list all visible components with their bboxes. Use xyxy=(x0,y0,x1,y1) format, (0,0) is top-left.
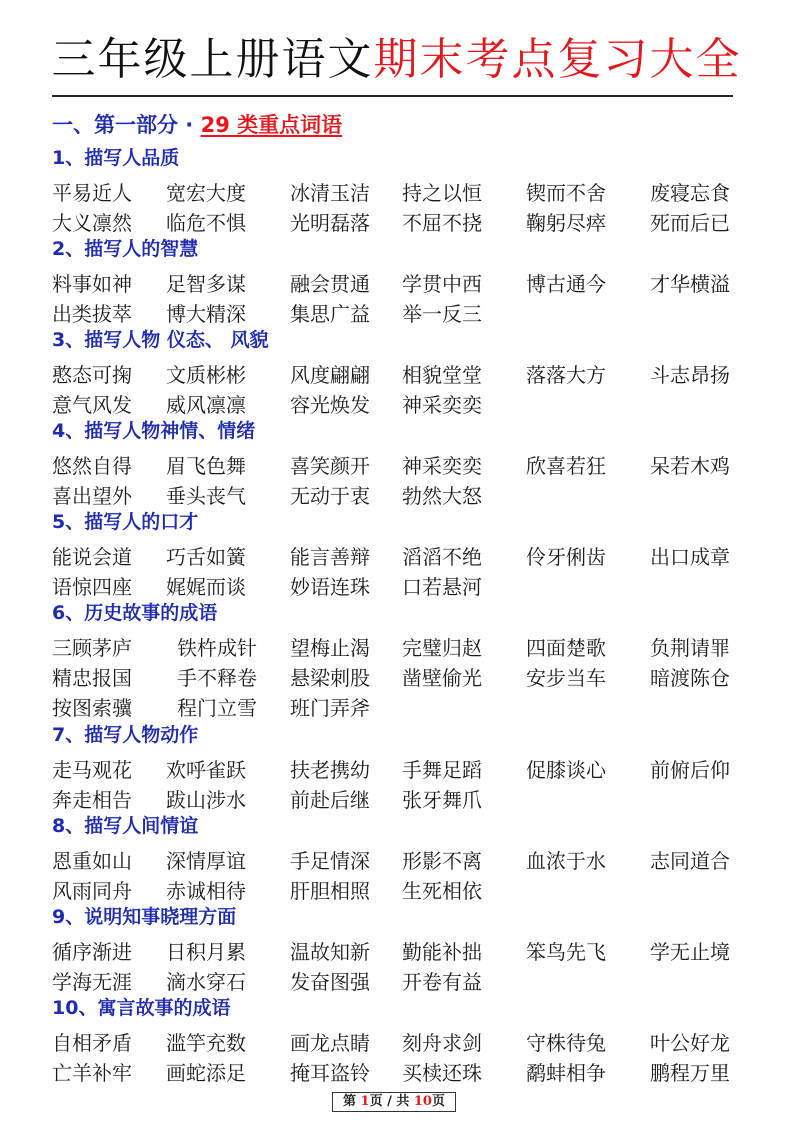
idiom: 威风凛凛 xyxy=(166,393,246,417)
footer-current-page: 1 xyxy=(360,1094,370,1109)
idiom: 学贯中西 xyxy=(402,272,482,296)
word-row xyxy=(52,846,752,876)
idiom: 宽宏大度 xyxy=(166,181,246,205)
idiom: 憨态可掬 xyxy=(52,363,132,387)
section-6 xyxy=(52,601,752,723)
section-heading: 1、描写人品质 xyxy=(52,147,180,169)
idiom: 负荆请罪 xyxy=(650,636,730,660)
idiom: 买椟还珠 xyxy=(402,1061,482,1085)
idiom: 出口成章 xyxy=(650,545,730,569)
idiom: 跋山涉水 xyxy=(166,788,246,812)
word-row xyxy=(52,269,752,299)
idiom: 循序渐进 xyxy=(52,940,132,964)
idiom: 望梅止渴 xyxy=(290,636,370,660)
idiom: 勃然大怒 xyxy=(402,484,482,508)
idiom: 志同道合 xyxy=(650,849,730,873)
section-5 xyxy=(52,510,752,602)
page-title xyxy=(0,32,793,88)
idiom: 口若悬河 xyxy=(402,575,482,599)
word-row xyxy=(52,299,752,329)
idiom: 能说会道 xyxy=(52,545,132,569)
idiom: 叶公好龙 xyxy=(650,1031,730,1055)
idiom: 喜笑颜开 xyxy=(290,454,370,478)
idiom: 学海无涯 xyxy=(52,970,132,994)
part-heading-highlight: 29 类重点词语 xyxy=(200,113,343,137)
idiom: 风度翩翩 xyxy=(290,363,370,387)
idiom: 完璧归赵 xyxy=(402,636,482,660)
idiom: 恩重如山 xyxy=(52,849,132,873)
idiom: 意气风发 xyxy=(52,393,132,417)
idiom: 刻舟求剑 xyxy=(402,1031,482,1055)
section-heading: 7、描写人物动作 xyxy=(52,724,199,746)
idiom: 掩耳盗铃 xyxy=(290,1061,370,1085)
section-heading: 5、描写人的口才 xyxy=(52,511,199,533)
word-row xyxy=(52,633,752,663)
title-part2: 期末考点复习大全 xyxy=(373,34,742,85)
idiom: 悠然自得 xyxy=(52,454,132,478)
idiom: 料事如神 xyxy=(52,272,132,296)
idiom: 语惊四座 xyxy=(52,575,132,599)
footer-mid: 页 / 共 xyxy=(369,1094,414,1109)
title-part1: 三年级上册语文 xyxy=(51,34,374,85)
idiom: 神采奕奕 xyxy=(402,393,482,417)
idiom: 按图索骥 xyxy=(52,696,132,720)
idiom: 垂头丧气 xyxy=(166,484,246,508)
idiom: 血浓于水 xyxy=(526,849,606,873)
idiom: 悬梁刺股 xyxy=(290,666,370,690)
idiom: 促膝谈心 xyxy=(526,758,606,782)
idiom: 日积月累 xyxy=(166,940,246,964)
idiom: 无动于衷 xyxy=(290,484,370,508)
idiom: 博大精深 xyxy=(166,302,246,326)
section-heading: 2、描写人的智慧 xyxy=(52,238,199,260)
idiom: 出类拔萃 xyxy=(52,302,132,326)
section-heading: 4、描写人物神情、情绪 xyxy=(52,420,256,442)
idiom: 程门立雪 xyxy=(177,696,257,720)
idiom: 手不释卷 xyxy=(177,666,257,690)
word-row xyxy=(52,572,752,602)
idiom: 张牙舞爪 xyxy=(402,788,482,812)
footer-pre: 第 xyxy=(342,1094,361,1109)
idiom: 手舞足蹈 xyxy=(402,758,482,782)
idiom: 相貌堂堂 xyxy=(402,363,482,387)
section-4 xyxy=(52,419,752,511)
idiom: 深情厚谊 xyxy=(166,849,246,873)
idiom: 铁杵成针 xyxy=(177,636,257,660)
idiom: 大义凛然 xyxy=(52,211,132,235)
idiom: 死而后已 xyxy=(650,211,730,235)
idiom: 画蛇添足 xyxy=(166,1061,246,1085)
idiom: 巧舌如簧 xyxy=(166,545,246,569)
idiom: 手足情深 xyxy=(290,849,370,873)
idiom: 滔滔不绝 xyxy=(402,545,482,569)
idiom: 足智多谋 xyxy=(166,272,246,296)
idiom: 自相矛盾 xyxy=(52,1031,132,1055)
word-row xyxy=(52,1058,752,1088)
idiom: 落落大方 xyxy=(526,363,606,387)
section-7 xyxy=(52,723,752,815)
idiom: 精忠报国 xyxy=(52,666,132,690)
word-row xyxy=(52,755,752,785)
idiom: 妙语连珠 xyxy=(290,575,370,599)
footer-post: 页 xyxy=(431,1094,445,1109)
idiom: 鹏程万里 xyxy=(650,1061,730,1085)
idiom: 临危不惧 xyxy=(166,211,246,235)
word-row xyxy=(52,542,752,572)
idiom: 滴水穿石 xyxy=(166,970,246,994)
idiom: 融会贯通 xyxy=(290,272,370,296)
idiom: 能言善辩 xyxy=(290,545,370,569)
idiom: 学无止境 xyxy=(650,940,730,964)
word-row xyxy=(52,693,752,723)
idiom: 眉飞色舞 xyxy=(166,454,246,478)
idiom: 发奋图强 xyxy=(290,970,370,994)
idiom: 娓娓而谈 xyxy=(166,575,246,599)
idiom: 走马观花 xyxy=(52,758,132,782)
idiom: 凿壁偷光 xyxy=(402,666,482,690)
section-8 xyxy=(52,814,752,906)
idiom: 光明磊落 xyxy=(290,211,370,235)
idiom: 鹬蚌相争 xyxy=(526,1061,606,1085)
word-row xyxy=(52,481,752,511)
idiom: 暗渡陈仓 xyxy=(650,666,730,690)
idiom: 三顾茅庐 xyxy=(52,636,132,660)
idiom: 画龙点睛 xyxy=(290,1031,370,1055)
idiom: 开卷有益 xyxy=(402,970,482,994)
idiom: 不屈不挠 xyxy=(402,211,482,235)
word-row xyxy=(52,876,752,906)
word-row xyxy=(52,785,752,815)
page-footer xyxy=(332,1092,456,1112)
idiom: 安步当车 xyxy=(526,666,606,690)
idiom: 神采奕奕 xyxy=(402,454,482,478)
word-row xyxy=(52,663,752,693)
word-row xyxy=(52,937,752,967)
idiom: 伶牙俐齿 xyxy=(526,545,606,569)
idiom: 博古通今 xyxy=(526,272,606,296)
idiom: 赤诚相待 xyxy=(166,879,246,903)
idiom: 欣喜若狂 xyxy=(526,454,606,478)
footer-total-pages: 10 xyxy=(413,1094,432,1109)
idiom: 才华横溢 xyxy=(650,272,730,296)
section-3 xyxy=(52,328,752,420)
word-row xyxy=(52,360,752,390)
idiom: 扶老携幼 xyxy=(290,758,370,782)
word-row xyxy=(52,451,752,481)
idiom: 冰清玉洁 xyxy=(290,181,370,205)
idiom: 鞠躬尽瘁 xyxy=(526,211,606,235)
idiom: 持之以恒 xyxy=(402,181,482,205)
word-row xyxy=(52,1028,752,1058)
idiom: 肝胆相照 xyxy=(290,879,370,903)
idiom: 勤能补拙 xyxy=(402,940,482,964)
idiom: 前俯后仰 xyxy=(650,758,730,782)
section-heading: 10、寓言故事的成语 xyxy=(52,997,231,1019)
idiom: 呆若木鸡 xyxy=(650,454,730,478)
idiom: 举一反三 xyxy=(402,302,482,326)
idiom: 前赴后继 xyxy=(290,788,370,812)
section-heading: 9、说明知事晓理方面 xyxy=(52,906,237,928)
word-row xyxy=(52,390,752,420)
section-1 xyxy=(52,146,752,238)
idiom: 亡羊补牢 xyxy=(52,1061,132,1085)
title-divider xyxy=(52,95,733,97)
part-heading-prefix: 一、第一部分 · xyxy=(52,113,201,137)
idiom: 四面楚歌 xyxy=(526,636,606,660)
idiom: 文质彬彬 xyxy=(166,363,246,387)
idiom: 形影不离 xyxy=(402,849,482,873)
idiom: 斗志昂扬 xyxy=(650,363,730,387)
part-heading xyxy=(52,112,342,138)
word-row xyxy=(52,178,752,208)
idiom: 风雨同舟 xyxy=(52,879,132,903)
idiom: 温故知新 xyxy=(290,940,370,964)
idiom: 废寝忘食 xyxy=(650,181,730,205)
section-heading: 3、描写人物 仪态、 风貌 xyxy=(52,329,269,351)
idiom: 生死相依 xyxy=(402,879,482,903)
idiom: 平易近人 xyxy=(52,181,132,205)
idiom: 喜出望外 xyxy=(52,484,132,508)
section-10 xyxy=(52,996,752,1088)
idiom: 集思广益 xyxy=(290,302,370,326)
idiom: 锲而不舍 xyxy=(526,181,606,205)
section-2 xyxy=(52,237,752,329)
idiom: 欢呼雀跃 xyxy=(166,758,246,782)
idiom: 容光焕发 xyxy=(290,393,370,417)
idiom: 笨鸟先飞 xyxy=(526,940,606,964)
section-9 xyxy=(52,905,752,997)
word-row xyxy=(52,967,752,997)
word-row xyxy=(52,208,752,238)
idiom: 滥竽充数 xyxy=(166,1031,246,1055)
idiom: 班门弄斧 xyxy=(290,696,370,720)
section-heading: 6、历史故事的成语 xyxy=(52,602,218,624)
idiom: 奔走相告 xyxy=(52,788,132,812)
idiom: 守株待兔 xyxy=(526,1031,606,1055)
section-heading: 8、描写人间情谊 xyxy=(52,815,199,837)
